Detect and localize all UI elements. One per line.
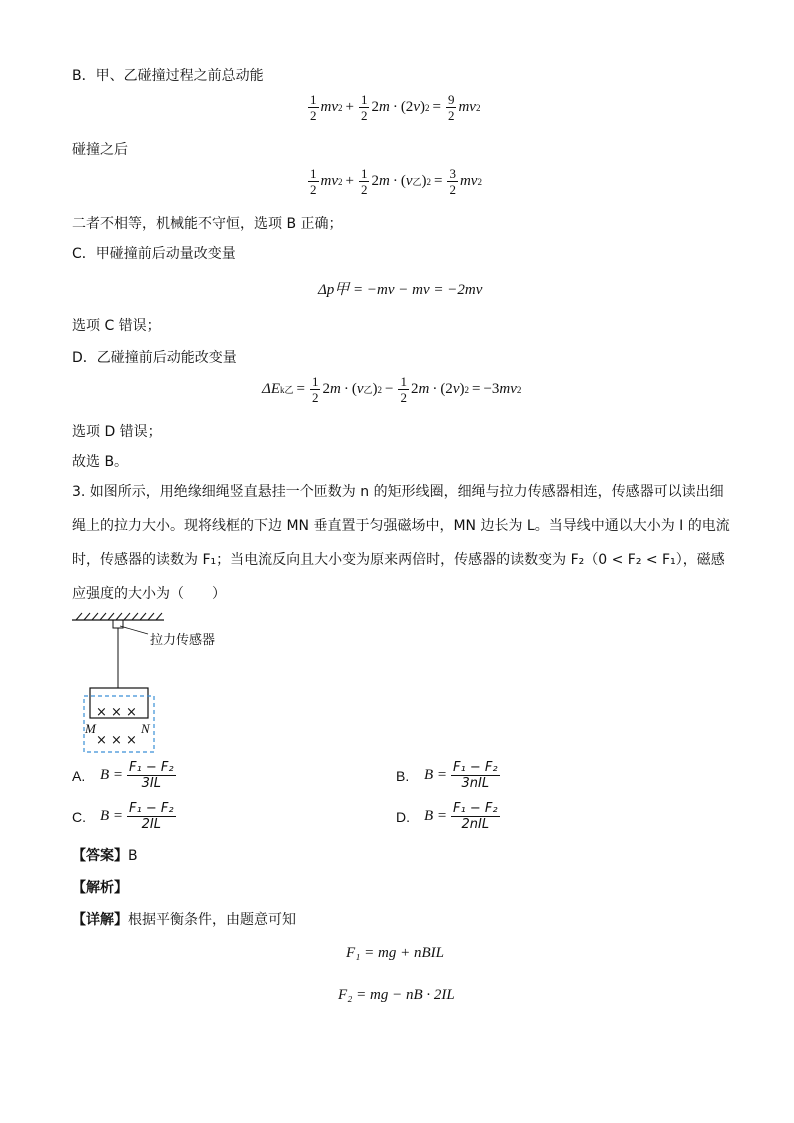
part-d-conclusion: 选项 D 错误； [72,424,162,440]
equation-kinetic-before: $\frac{1}{2}$ mv 2 + $\frac{1}{2}$ 2 m · (2 v ) 2 = $\frac{9}{2}$ mv 2 [310,92,481,123]
answer-value: B [128,848,138,864]
option-num: F₁ − F₂ [129,801,174,816]
final-choice: 故选 B。 [72,454,129,470]
eq2-frac-num: 3 [449,166,456,181]
option-lhs: B = [100,767,124,783]
equation-f1: F₁ = mg + nBIL [346,945,444,961]
equation-momentum-change: Δp甲 = −mv − mv = −2mv [318,282,483,298]
option-den: 3nIL [461,776,490,791]
detail-text: 根据平衡条件，由题意可知 [128,912,296,928]
part-c-heading: C．甲碰撞前后动量改变量 [72,246,236,262]
equation-kinetic-after: $\frac{1}{2}$ mv 2 + $\frac{1}{2}$ 2 m · ( v 乙 ) 2 = $\frac{3}{2}$ mv 2 [310,166,482,197]
option-den: 3IL [141,776,161,791]
eq1-frac-num: 9 [447,92,455,107]
part-b-heading: B．甲、乙碰撞过程之前总动能 [72,68,264,84]
question3-line4: 应强度的大小为（ ） [72,586,226,602]
option-lhs: B = [100,808,124,824]
option-label: A. [72,767,86,784]
part-d-heading: D．乙碰撞前后动能改变量 [72,350,237,366]
option-num: F₁ − F₂ [453,760,498,775]
option-num: F₁ − F₂ [129,760,174,775]
option-den: 2nIL [461,817,490,832]
option-lhs: B = [424,808,448,824]
option-den: 2IL [141,817,161,832]
sensor-leader-line [120,626,148,634]
question3-line1: 3. 如图所示，用绝缘细绳竖直悬挂一个匝数为 n 的矩形线圈，细绳与拉力传感器相连，传感器可以读出细 [72,484,724,500]
part-b-conclusion: 二者不相等，机械能不守恒，选项 B 正确； [72,216,343,232]
part-c-conclusion: 选项 C 错误； [72,318,161,334]
question3-line3: 时，传感器的读数为 F₁；当电流反向且大小变为原来两倍时，传感器的读数变为 F₂（0 < F₂ < F₁），磁感 [72,552,725,568]
option-d[interactable] [396,801,502,832]
ceiling-hatch [76,613,162,620]
option-label: C. [72,808,86,825]
question3-line2: 绳上的拉力大小。现将线框的下边 MN 垂直置于匀强磁场中，MN 边长为 L。当导线中通以大小为 I 的电流 [72,518,730,534]
answer-tag: 【答案】 [72,848,128,864]
detail-line [72,910,296,930]
analysis-line [72,878,128,898]
field-cross-row1: × × × [96,705,137,720]
option-label: D. [396,808,410,825]
analysis-tag: 【解析】 [72,880,128,896]
equation-kinetic-change: Δ E k乙 = $\frac{1}{2}$ 2 m · ( v 乙 ) 2 − $\frac{1}{2}$ 2 m · (2 v ) 2 = −3 mv 2 [262,374,522,405]
option-label: B. [396,767,410,784]
figure-label-sensor: 拉力传感器 [150,633,216,648]
equation-f2: F₂ = mg − nB · 2IL [338,987,455,1003]
option-c[interactable] [72,801,178,832]
answer-line [72,846,138,866]
figure-label-m: M [85,721,96,736]
part-b-after-label: 碰撞之后 [72,142,128,158]
option-lhs: B = [424,767,448,783]
detail-tag: 【详解】 [72,912,128,928]
field-cross-row2: × × × [96,733,137,748]
option-num: F₁ − F₂ [453,801,498,816]
option-a[interactable] [72,760,178,791]
option-b[interactable] [396,760,502,791]
figure-label-n: N [141,721,150,736]
